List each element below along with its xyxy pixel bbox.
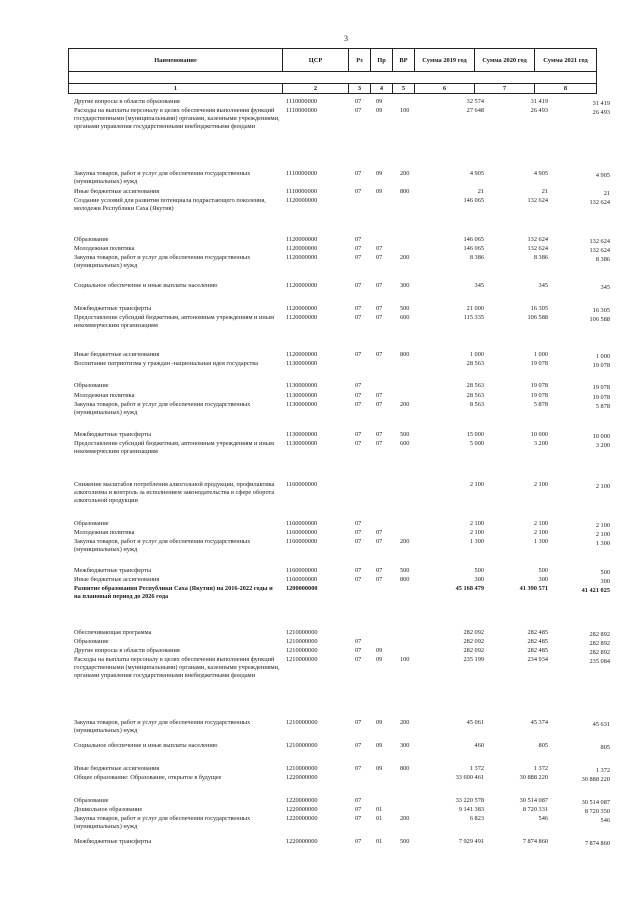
cell-csr: 1160000000 bbox=[286, 481, 318, 488]
cell-pr: 09 bbox=[376, 107, 383, 114]
cell-s20: 2 100 bbox=[533, 529, 548, 536]
cell-csr: 1110000000 bbox=[286, 170, 318, 177]
cell-name: Обеспечивающая программа bbox=[74, 629, 152, 636]
header-pr: Пр bbox=[371, 49, 393, 72]
cell-rz: 07 bbox=[355, 392, 362, 399]
cell-name: Расходы на выплаты персоналу в целях обеспечения выполнения функций государственными (муниципальными) органами, казенными учреждениями, органами управления государственными внебюджетными фондами bbox=[74, 107, 280, 131]
cell-csr: 1120000000 bbox=[286, 245, 318, 252]
cell-csr: 1210000000 bbox=[286, 719, 318, 726]
cell-vr: 500 bbox=[400, 431, 410, 438]
cell-s19: 8 563 bbox=[469, 401, 484, 408]
cell-s21: 21 bbox=[603, 190, 610, 197]
cell-csr: 1160000000 bbox=[286, 567, 318, 574]
cell-csr: 1160000000 bbox=[286, 529, 318, 536]
cell-rz: 07 bbox=[355, 431, 362, 438]
cell-s20: 132 624 bbox=[527, 236, 548, 243]
cell-s19: 2 100 bbox=[469, 481, 484, 488]
header-sum-2021: Сумма 2021 год bbox=[535, 49, 597, 72]
cell-s21: 132 624 bbox=[589, 247, 610, 254]
cell-s21: 132 624 bbox=[589, 238, 610, 245]
cell-rz: 07 bbox=[355, 567, 362, 574]
cell-csr: 1130000000 bbox=[286, 382, 318, 389]
cell-csr: 1160000000 bbox=[286, 538, 318, 545]
cell-s20: 234 934 bbox=[527, 656, 548, 663]
cell-s21: 500 bbox=[600, 569, 610, 576]
cell-s19: 28 563 bbox=[466, 360, 484, 367]
cell-s20: 1 300 bbox=[533, 538, 548, 545]
cell-s19: 345 bbox=[474, 282, 484, 289]
cell-s21: 106 588 bbox=[589, 316, 610, 323]
cell-vr: 800 bbox=[400, 188, 410, 195]
cell-s19: 282 092 bbox=[463, 629, 484, 636]
cell-name: Воспитание патриотизма у граждан -национальная идея государства bbox=[74, 360, 258, 367]
cell-rz: 07 bbox=[355, 314, 362, 321]
cell-name: Расходы на выплаты персоналу в целях обеспечения выполнения функций государственными (муниципальными) органами, казенными учреждениями, органами управления государственными внебюджетными фондами bbox=[74, 656, 280, 680]
cell-s21: 1 300 bbox=[595, 540, 610, 547]
cell-s21: 5 878 bbox=[595, 403, 610, 410]
cell-s19: 235 199 bbox=[463, 656, 484, 663]
cell-rz: 07 bbox=[355, 245, 362, 252]
cell-s21: 282 892 bbox=[589, 631, 610, 638]
cell-name: Межбюджетные трансферты bbox=[74, 431, 152, 438]
cell-vr: 300 bbox=[400, 282, 410, 289]
cell-vr: 600 bbox=[400, 440, 410, 447]
cell-s19: 300 bbox=[474, 576, 484, 583]
cell-pr: 01 bbox=[376, 815, 383, 822]
cell-name: Закупка товаров, работ и услуг для обеспечения государственных (муниципальных) нужд bbox=[74, 719, 251, 735]
cell-s20: 3 200 bbox=[533, 440, 548, 447]
cell-rz: 07 bbox=[355, 520, 362, 527]
cell-rz: 07 bbox=[355, 107, 362, 114]
header-rz: Рз bbox=[349, 49, 371, 72]
cell-csr: 1210000000 bbox=[286, 742, 318, 749]
cell-s21: 30 888 220 bbox=[581, 776, 610, 783]
cell-s19: 27 648 bbox=[466, 107, 484, 114]
cell-pr: 07 bbox=[376, 567, 383, 574]
cell-csr: 1130000000 bbox=[286, 431, 318, 438]
cell-s19: 146 065 bbox=[463, 236, 484, 243]
cell-rz: 07 bbox=[355, 538, 362, 545]
cell-s21: 45 631 bbox=[592, 721, 610, 728]
cell-csr: 1160000000 bbox=[286, 520, 318, 527]
cell-s20: 21 bbox=[541, 188, 548, 195]
header-num-1: 1 bbox=[69, 84, 283, 94]
cell-vr: 200 bbox=[400, 538, 410, 545]
cell-name: Создание условий для развития потенциала подрастающего поколения, молодежи Республики Саха (Якутия) bbox=[74, 197, 266, 213]
cell-s19: 115 335 bbox=[463, 314, 484, 321]
cell-s20: 8 720 331 bbox=[522, 806, 548, 813]
cell-s19: 500 bbox=[474, 567, 484, 574]
cell-csr: 1210000000 bbox=[286, 647, 318, 654]
cell-pr: 09 bbox=[376, 656, 383, 663]
cell-s20: 31 419 bbox=[530, 98, 548, 105]
cell-s20: 7 874 860 bbox=[522, 838, 548, 845]
cell-s21: 10 000 bbox=[592, 433, 610, 440]
cell-s19: 5 000 bbox=[469, 440, 484, 447]
cell-vr: 100 bbox=[400, 107, 410, 114]
cell-s19: 21 bbox=[477, 188, 484, 195]
cell-s21: 26 493 bbox=[592, 109, 610, 116]
header-num-7: 7 bbox=[475, 84, 535, 94]
cell-vr: 800 bbox=[400, 576, 410, 583]
cell-s19: 2 100 bbox=[469, 520, 484, 527]
cell-name: Образование bbox=[74, 638, 109, 645]
cell-vr: 200 bbox=[400, 815, 410, 822]
cell-pr: 07 bbox=[376, 254, 383, 261]
cell-s19: 7 929 491 bbox=[458, 838, 484, 845]
cell-name: Молодежная политика bbox=[74, 392, 135, 399]
header-num-3: 3 bbox=[349, 84, 371, 94]
cell-s20: 106 588 bbox=[527, 314, 548, 321]
cell-pr: 07 bbox=[376, 576, 383, 583]
header-num-4: 4 bbox=[371, 84, 393, 94]
cell-rz: 07 bbox=[355, 797, 362, 804]
cell-s21: 282 892 bbox=[589, 640, 610, 647]
cell-csr: 1130000000 bbox=[286, 440, 318, 447]
cell-pr: 07 bbox=[376, 314, 383, 321]
cell-pr: 09 bbox=[376, 742, 383, 749]
cell-csr: 1220000000 bbox=[286, 774, 318, 781]
cell-pr: 09 bbox=[376, 188, 383, 195]
cell-csr: 1210000000 bbox=[286, 638, 318, 645]
header-num-5: 5 bbox=[393, 84, 415, 94]
cell-s21: 8 720 350 bbox=[584, 808, 610, 815]
cell-pr: 07 bbox=[376, 245, 383, 252]
cell-s21: 7 874 860 bbox=[584, 840, 610, 847]
header-num-2: 2 bbox=[283, 84, 349, 94]
cell-s20: 8 386 bbox=[533, 254, 548, 261]
cell-csr: 1110000000 bbox=[286, 188, 318, 195]
cell-vr: 200 bbox=[400, 401, 410, 408]
cell-csr: 1130000000 bbox=[286, 360, 318, 367]
cell-rz: 07 bbox=[355, 98, 362, 105]
cell-s21: 4 905 bbox=[595, 172, 610, 179]
cell-csr: 1220000000 bbox=[286, 815, 318, 822]
cell-rz: 07 bbox=[355, 719, 362, 726]
cell-csr: 1220000000 bbox=[286, 838, 318, 845]
cell-s21: 31 419 bbox=[592, 100, 610, 107]
cell-name: Межбюджетные трансферты bbox=[74, 838, 152, 845]
cell-s21: 1 000 bbox=[595, 353, 610, 360]
cell-pr: 09 bbox=[376, 170, 383, 177]
cell-s19: 33 600 461 bbox=[455, 774, 484, 781]
cell-s20: 5 878 bbox=[533, 401, 548, 408]
cell-s21: 2 100 bbox=[595, 531, 610, 538]
cell-s21: 3 200 bbox=[595, 442, 610, 449]
cell-name: Молодежная политика bbox=[74, 529, 135, 536]
cell-pr: 09 bbox=[376, 647, 383, 654]
cell-name: Предоставление субсидий бюджетным, автономным учреждениям и иным некоммерческим организациям bbox=[74, 440, 274, 456]
cell-rz: 07 bbox=[355, 765, 362, 772]
cell-s21: 805 bbox=[600, 744, 610, 751]
cell-name: Иные бюджетные ассигнования bbox=[74, 765, 160, 772]
cell-rz: 07 bbox=[355, 656, 362, 663]
cell-s19: 21 000 bbox=[466, 305, 484, 312]
cell-s20: 45 374 bbox=[530, 719, 548, 726]
cell-s21: 282 892 bbox=[589, 649, 610, 656]
cell-s20: 19 078 bbox=[530, 360, 548, 367]
cell-s19: 15 000 bbox=[466, 431, 484, 438]
cell-s20: 2 100 bbox=[533, 481, 548, 488]
cell-s21: 30 514 087 bbox=[581, 799, 610, 806]
cell-rz: 07 bbox=[355, 382, 362, 389]
cell-s19: 8 386 bbox=[469, 254, 484, 261]
cell-s19: 28 563 bbox=[466, 382, 484, 389]
cell-csr: 1120000000 bbox=[286, 314, 318, 321]
cell-s20: 345 bbox=[538, 282, 548, 289]
cell-s19: 146 065 bbox=[463, 245, 484, 252]
cell-name: Общее образование: Образование, открытое в будущее bbox=[74, 774, 222, 781]
cell-vr: 200 bbox=[400, 719, 410, 726]
cell-s19: 33 220 578 bbox=[455, 797, 484, 804]
cell-csr: 1120000000 bbox=[286, 254, 318, 261]
cell-s19: 4 905 bbox=[469, 170, 484, 177]
cell-name: Образование bbox=[74, 797, 109, 804]
cell-vr: 200 bbox=[400, 170, 410, 177]
cell-rz: 07 bbox=[355, 305, 362, 312]
cell-pr: 07 bbox=[376, 538, 383, 545]
cell-s19: 45 168 479 bbox=[455, 585, 484, 592]
cell-name: Закупка товаров, работ и услуг для обеспечения государственных (муниципальных) нужд bbox=[74, 401, 251, 417]
cell-name: Молодежная политика bbox=[74, 245, 135, 252]
cell-csr: 1110000000 bbox=[286, 107, 318, 114]
cell-rz: 07 bbox=[355, 188, 362, 195]
cell-s20: 1 372 bbox=[533, 765, 548, 772]
cell-rz: 07 bbox=[355, 576, 362, 583]
cell-vr: 500 bbox=[400, 305, 410, 312]
cell-name: Закупка товаров, работ и услуг для обеспечения государственных (муниципальных) нужд bbox=[74, 170, 251, 186]
page-number: 3 bbox=[344, 34, 348, 43]
cell-s19: 28 563 bbox=[466, 392, 484, 399]
cell-s20: 26 493 bbox=[530, 107, 548, 114]
cell-s21: 19 078 bbox=[592, 384, 610, 391]
cell-rz: 07 bbox=[355, 170, 362, 177]
header-sum-2020: Сумма 2020 год bbox=[475, 49, 535, 72]
cell-rz: 07 bbox=[355, 742, 362, 749]
cell-s19: 1 372 bbox=[469, 765, 484, 772]
cell-rz: 07 bbox=[355, 638, 362, 645]
cell-name: Закупка товаров, работ и услуг для обеспечения государственных (муниципальных) нужд bbox=[74, 254, 251, 270]
cell-csr: 1120000000 bbox=[286, 351, 318, 358]
cell-s21: 2 100 bbox=[595, 483, 610, 490]
cell-csr: 1120000000 bbox=[286, 197, 318, 204]
cell-pr: 09 bbox=[376, 98, 383, 105]
cell-rz: 07 bbox=[355, 815, 362, 822]
cell-csr: 1210000000 bbox=[286, 629, 318, 636]
cell-s21: 19 078 bbox=[592, 362, 610, 369]
cell-s20: 500 bbox=[538, 567, 548, 574]
cell-s20: 41 390 571 bbox=[519, 585, 548, 592]
cell-pr: 07 bbox=[376, 351, 383, 358]
cell-s21: 19 078 bbox=[592, 394, 610, 401]
cell-name: Дошкольное образование bbox=[74, 806, 143, 813]
cell-s21: 1 372 bbox=[595, 767, 610, 774]
cell-s19: 45 061 bbox=[466, 719, 484, 726]
cell-pr: 09 bbox=[376, 765, 383, 772]
cell-csr: 1120000000 bbox=[286, 282, 318, 289]
cell-name: Социальное обеспечение и иные выплаты населению bbox=[74, 742, 218, 749]
header-vr: ВР bbox=[393, 49, 415, 72]
cell-s20: 1 000 bbox=[533, 351, 548, 358]
cell-name: Развитие образования Республики Саха (Якутия) на 2016-2022 годы и на плановый период до 2026 года bbox=[74, 585, 273, 601]
cell-csr: 1120000000 bbox=[286, 236, 318, 243]
cell-name: Социальное обеспечение и иные выплаты населению bbox=[74, 282, 218, 289]
cell-name: Образование bbox=[74, 520, 109, 527]
cell-s21: 546 bbox=[600, 817, 610, 824]
cell-csr: 1130000000 bbox=[286, 392, 318, 399]
cell-csr: 1110000000 bbox=[286, 98, 318, 105]
cell-rz: 07 bbox=[355, 647, 362, 654]
cell-csr: 1200000000 bbox=[286, 585, 318, 592]
cell-s21: 132 624 bbox=[589, 199, 610, 206]
cell-vr: 800 bbox=[400, 765, 410, 772]
cell-s19: 1 300 bbox=[469, 538, 484, 545]
header-csr: ЦСР bbox=[283, 49, 349, 72]
cell-csr: 1220000000 bbox=[286, 806, 318, 813]
cell-s21: 235 084 bbox=[589, 658, 610, 665]
cell-s21: 41 421 025 bbox=[581, 587, 610, 594]
cell-s20: 4 905 bbox=[533, 170, 548, 177]
cell-name: Предоставление субсидий бюджетным, автономным учреждениям и иным некоммерческим организациям bbox=[74, 314, 274, 330]
cell-s21: 8 386 bbox=[595, 256, 610, 263]
cell-pr: 07 bbox=[376, 401, 383, 408]
cell-vr: 100 bbox=[400, 656, 410, 663]
header-sum-2019: Сумма 2019 год bbox=[415, 49, 475, 72]
cell-s20: 132 624 bbox=[527, 245, 548, 252]
cell-pr: 01 bbox=[376, 838, 383, 845]
cell-s19: 282 092 bbox=[463, 638, 484, 645]
cell-name: Межбюджетные трансферты bbox=[74, 567, 152, 574]
cell-s20: 30 888 220 bbox=[519, 774, 548, 781]
cell-s20: 300 bbox=[538, 576, 548, 583]
cell-s20: 19 078 bbox=[530, 382, 548, 389]
cell-name: Снижение масштабов потребления алкогольной продукции, профилактика алкоголизма и контроль за исполнением законодательства в сфере оборота алкогольной продукции bbox=[74, 481, 275, 505]
cell-vr: 300 bbox=[400, 742, 410, 749]
cell-name: Иные бюджетные ассигнования bbox=[74, 351, 160, 358]
cell-s19: 1 000 bbox=[469, 351, 484, 358]
cell-name: Межбюджетные трансферты bbox=[74, 305, 152, 312]
cell-rz: 07 bbox=[355, 236, 362, 243]
cell-name: Иные бюджетные ассигнования bbox=[74, 188, 160, 195]
header-num-8: 8 bbox=[535, 84, 597, 94]
cell-s20: 19 078 bbox=[530, 392, 548, 399]
cell-vr: 200 bbox=[400, 254, 410, 261]
cell-vr: 800 bbox=[400, 351, 410, 358]
cell-rz: 07 bbox=[355, 529, 362, 536]
cell-vr: 600 bbox=[400, 314, 410, 321]
cell-csr: 1210000000 bbox=[286, 765, 318, 772]
cell-s19: 32 574 bbox=[466, 98, 484, 105]
cell-rz: 07 bbox=[355, 254, 362, 261]
cell-vr: 500 bbox=[400, 567, 410, 574]
cell-s20: 282 485 bbox=[527, 629, 548, 636]
header-name: Наименование bbox=[69, 49, 283, 72]
cell-s21: 16 305 bbox=[592, 307, 610, 314]
cell-s20: 282 485 bbox=[527, 647, 548, 654]
cell-s19: 146 065 bbox=[463, 197, 484, 204]
cell-pr: 07 bbox=[376, 431, 383, 438]
cell-name: Образование bbox=[74, 236, 109, 243]
cell-s19: 6 823 bbox=[469, 815, 484, 822]
cell-name: Закупка товаров, работ и услуг для обеспечения государственных (муниципальных) нужд bbox=[74, 815, 251, 831]
cell-pr: 07 bbox=[376, 392, 383, 399]
cell-csr: 1210000000 bbox=[286, 656, 318, 663]
cell-s20: 16 305 bbox=[530, 305, 548, 312]
cell-rz: 07 bbox=[355, 806, 362, 813]
cell-rz: 07 bbox=[355, 440, 362, 447]
cell-rz: 07 bbox=[355, 401, 362, 408]
cell-rz: 07 bbox=[355, 282, 362, 289]
cell-name: Образование bbox=[74, 382, 109, 389]
cell-s19: 282 092 bbox=[463, 647, 484, 654]
cell-s21: 345 bbox=[600, 284, 610, 291]
cell-csr: 1120000000 bbox=[286, 305, 318, 312]
cell-pr: 01 bbox=[376, 806, 383, 813]
cell-csr: 1130000000 bbox=[286, 401, 318, 408]
cell-pr: 07 bbox=[376, 440, 383, 447]
cell-csr: 1160000000 bbox=[286, 576, 318, 583]
cell-s19: 9 141 383 bbox=[458, 806, 484, 813]
cell-vr: 500 bbox=[400, 838, 410, 845]
cell-s19: 2 100 bbox=[469, 529, 484, 536]
cell-pr: 07 bbox=[376, 282, 383, 289]
cell-name: Другие вопросы в области образования bbox=[74, 647, 180, 654]
cell-s20: 546 bbox=[538, 815, 548, 822]
cell-s20: 132 624 bbox=[527, 197, 548, 204]
cell-pr: 09 bbox=[376, 719, 383, 726]
cell-pr: 07 bbox=[376, 529, 383, 536]
cell-s20: 805 bbox=[538, 742, 548, 749]
cell-s20: 282 485 bbox=[527, 638, 548, 645]
cell-s21: 2 100 bbox=[595, 522, 610, 529]
cell-s19: 460 bbox=[474, 742, 484, 749]
cell-s21: 300 bbox=[600, 578, 610, 585]
cell-name: Иные бюджетные ассигнования bbox=[74, 576, 160, 583]
cell-rz: 07 bbox=[355, 351, 362, 358]
cell-pr: 07 bbox=[376, 305, 383, 312]
cell-name: Другие вопросы в области образования bbox=[74, 98, 180, 105]
header-num-6: 6 bbox=[415, 84, 475, 94]
cell-s20: 10 000 bbox=[530, 431, 548, 438]
cell-s20: 2 100 bbox=[533, 520, 548, 527]
cell-s20: 30 514 087 bbox=[519, 797, 548, 804]
cell-rz: 07 bbox=[355, 838, 362, 845]
cell-name: Закупка товаров, работ и услуг для обеспечения государственных (муниципальных) нужд bbox=[74, 538, 251, 554]
cell-csr: 1220000000 bbox=[286, 797, 318, 804]
